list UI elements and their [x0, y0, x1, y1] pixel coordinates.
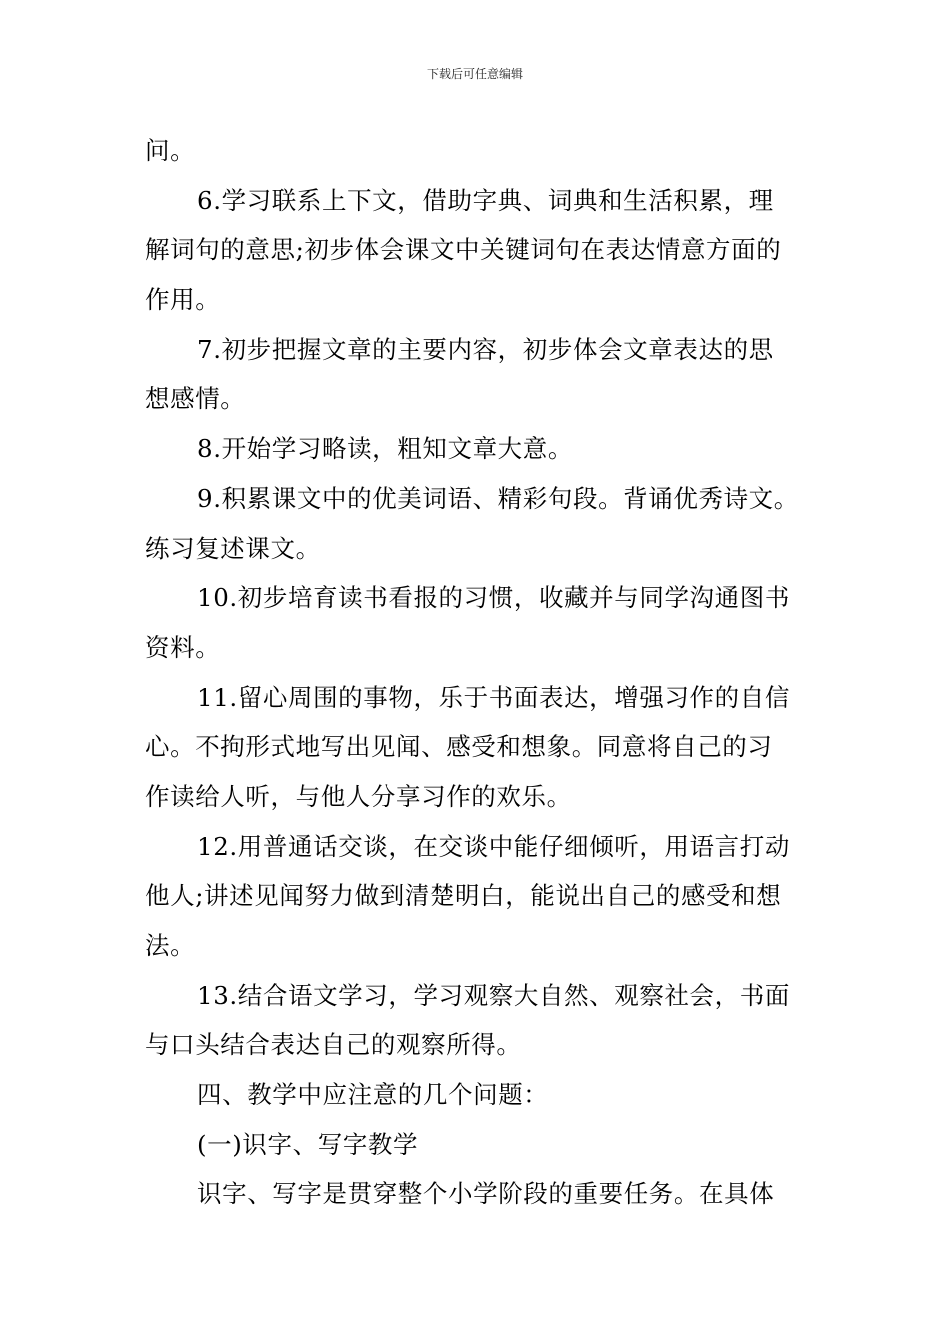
text-line: 7.初步把握文章的主要内容，初步体会文章表达的思: [197, 334, 774, 364]
page-header-note: 下载后可任意编辑: [426, 67, 523, 81]
subsection-heading: (一)识字、写字教学: [197, 1129, 419, 1159]
text-line: 法。: [145, 931, 196, 960]
text-line: 心。不拘形式地写出见闻、感受和想象。同意将自己的习: [145, 732, 773, 762]
text-line: 10.初步培育读书看报的习惯，收藏并与同学沟通图书: [197, 583, 790, 613]
text-line: 解词句的意思;初步体会课文中关键词句在表达情意方面的: [145, 235, 782, 265]
text-line: 13.结合语文学习，学习观察大自然、观察社会，书面: [197, 980, 790, 1010]
text-line: 想感情。: [145, 384, 246, 414]
text-line: 9.积累课文中的优美词语、精彩句段。背诵优秀诗文。: [197, 483, 799, 513]
text-line: 11.留心周围的事物，乐于书面表达，增强习作的自信: [197, 682, 790, 712]
text-line: 与口头结合表达自己的观察所得。: [145, 1030, 522, 1060]
text-line: 问。: [145, 136, 196, 165]
text-line: 识字、写字是贯穿整个小学阶段的重要任务。在具体: [197, 1179, 775, 1209]
text-line: 8.开始学习略读，粗知文章大意。: [197, 434, 573, 464]
text-line: 资料。: [145, 632, 221, 662]
document-body: [145, 126, 817, 1219]
text-line: 作读给人听，与他人分享习作的欢乐。: [145, 781, 572, 811]
section-heading: 四、教学中应注意的几个问题：: [197, 1080, 549, 1110]
text-line: 他人;讲述见闻努力做到清楚明白，能说出自己的感受和想: [145, 881, 782, 911]
text-line: 练习复述课文。: [145, 533, 321, 563]
text-line: 作用。: [145, 285, 221, 315]
text-line: 6.学习联系上下文，借助字典、词典和生活积累，理: [197, 185, 774, 215]
text-line: 12.用普通话交谈，在交谈中能仔细倾听，用语言打动: [197, 831, 790, 861]
